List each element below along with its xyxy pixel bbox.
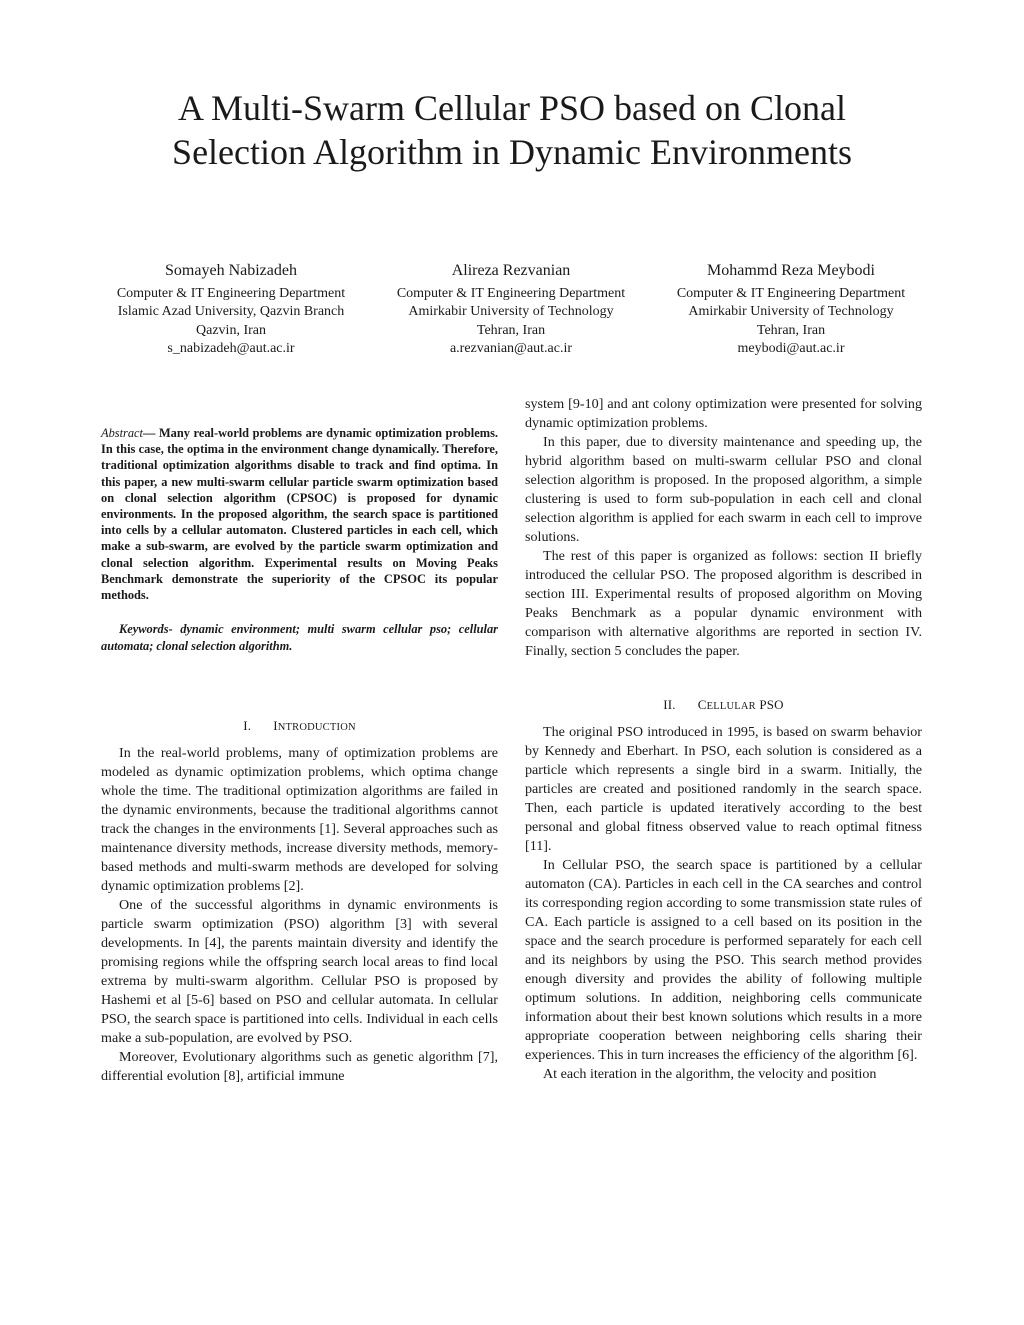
author-name: Alireza Rezvanian	[451, 262, 571, 279]
section-introduction	[101, 718, 498, 1086]
author-email: a.rezvanian@aut.ac.ir	[449, 341, 573, 356]
author-name: Somayeh Nabizadeh	[165, 262, 297, 279]
author-dept: Computer & IT Engineering Department	[116, 285, 346, 301]
paragraph: Moreover, Evolutionary algorithms such as genetic algorithm [7], differential evolution [8], artificial immune	[101, 1049, 498, 1084]
section-cellular-pso	[525, 697, 922, 1084]
introduction-continued	[525, 395, 922, 661]
paragraph: The rest of this paper is organized as follows: section II briefly introduced the cellular PSO. The proposed algorithm is described in section III. Experimental results of proposed algorithm on Moving Peaks Benchmark as a popular dynamic environment with comparison with alternative algorithms are reported in section IV. Finally, section 5 concludes the paper.	[525, 548, 922, 659]
author-email: s_nabizadeh@aut.ac.ir	[167, 341, 295, 356]
author-institution: Amirkabir University of Technology	[688, 304, 894, 319]
abstract-dash: —	[143, 426, 159, 440]
paragraph: In the real-world problems, many of optimization problems are modeled as dynamic optimization problems, which optima change whole the time. The traditional optimization algorithms are failed in the dynamic environments, because the traditional algorithms cannot track the changes in the environments [1]. Several approaches such as maintenance diversity methods, increase diversity methods, memory-based methods and multi-swarm methods are developed for solving dynamic optimization problems [2].	[101, 745, 498, 894]
paragraph: In Cellular PSO, the search space is partitioned by a cellular automaton (CA). Particles in each cell in the CA searches and control its corresponding region according to some transmission state rules of CA. Each particle is assigned to a cell based on its position in the space and the search procedure is performed separately for each cell and its neighbors by using the PSO. This search method provides enough diversity and provides the ability of following multiple optimum solutions. In addition, neighboring cells communicate information about their best known solutions which results in a more appropriate cooperation between neighboring cells sharing their experiences. This in turn increases the efficiency of the algorithm [6].	[525, 857, 922, 1063]
author-name: Mohammd Reza Meybodi	[707, 262, 875, 279]
section-heading: II. CELLULAR PSO	[663, 697, 784, 712]
author-institution: Islamic Azad University, Qazvin Branch	[117, 304, 345, 319]
section-heading: I. INTRODUCTION	[243, 718, 356, 733]
author-block-1	[91, 262, 371, 359]
paper-title	[100, 86, 924, 174]
author-dept: Computer & IT Engineering Department	[676, 285, 906, 301]
author-dept: Computer & IT Engineering Department	[396, 285, 626, 301]
author-institution: Amirkabir University of Technology	[408, 304, 614, 319]
author-email: meybodi@aut.ac.ir	[737, 341, 845, 356]
paragraph: At each iteration in the algorithm, the velocity and position	[543, 1066, 877, 1082]
abstract-text: Many real-world problems are dynamic optimization problems. In this case, the optima in the environment change dynamically. Therefore, traditional optimization algorithms disable to track and find optima. In this paper, a new multi-swarm cellular particle swarm optimization based on clonal selection algorithm (CPSOC) is proposed for dynamic environments. In the proposed algorithm, the search space is partitioned into cells by a cellular automaton. Clustered particles in each cell, which make a sub-swarm, are evolved by the particle swarm optimization and clonal selection algorithm. Experimental results on Moving Peaks Benchmark demonstrate the superiority of the CPSOC its popular methods.	[101, 426, 498, 603]
abstract-section	[101, 425, 498, 654]
author-city: Qazvin, Iran	[196, 322, 266, 338]
keywords: Keywords- dynamic environment; multi swarm cellular pso; cellular automata; clonal selection algorithm.	[101, 622, 498, 653]
paragraph: In this paper, due to diversity maintenance and speeding up, the hybrid algorithm based on multi-swarm cellular PSO and clonal selection algorithm is proposed. In the proposed algorithm, a simple clustering is used to form sub-population in each cell and clonal selection algorithm is applied for each swarm in each cell to improve solutions.	[525, 434, 922, 545]
title-line-1: A Multi-Swarm Cellular PSO based on Clonal	[178, 88, 846, 128]
author-block-2	[371, 262, 651, 359]
author-city: Tehran, Iran	[756, 322, 826, 338]
abstract-label: Abstract	[101, 426, 143, 440]
author-block-3	[651, 262, 931, 359]
paragraph: One of the successful algorithms in dynamic environments is particle swarm optimization (PSO) algorithm [3] with several developments. In [4], the parents maintain diversity and identify the promising regions while the offspring search local areas to find local extrema by multi-swarm algorithm. Cellular PSO is proposed by Hashemi et al [5-6] based on PSO and cellular automata. In cellular PSO, the search space is partitioned into cells. Individual in each cells make a sub-population, are evolved by PSO.	[101, 897, 498, 1046]
section-number: I.	[243, 718, 252, 733]
section-number: II.	[663, 697, 676, 712]
author-city: Tehran, Iran	[476, 322, 546, 338]
abstract	[101, 425, 498, 603]
paragraph: The original PSO introduced in 1995, is based on swarm behavior by Kennedy and Eberhart. In PSO, each solution is considered as a particle which represents a single bird in a swarm. Initially, the particles are created and positioned randomly in the search space. Then, each particle is updated iteratively according to the best personal and global fitness observed value to reach optimal fitness [11].	[525, 724, 922, 854]
title-line-2: Selection Algorithm in Dynamic Environments	[172, 132, 852, 172]
paragraph: system [9-10] and ant colony optimization were presented for solving dynamic optimization problems.	[525, 396, 922, 431]
